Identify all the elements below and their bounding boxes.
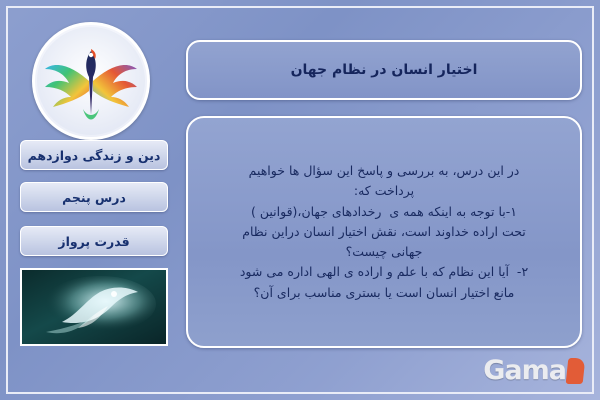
sidebar-item-label: درس پنجم — [62, 189, 126, 205]
slide-body-box — [186, 116, 582, 348]
phoenix-bird-logo — [32, 22, 150, 140]
body-line: در این درس، به بررسی و پاسخ این سؤال ها خواهیم — [248, 163, 520, 179]
sidebar-item-course[interactable] — [20, 140, 168, 170]
sidebar-item-topic[interactable] — [20, 226, 168, 256]
body-line: تحت اراده خداوند است، نقش اختیار انسان دراین نظام — [242, 223, 526, 239]
sidebar-item-label: قدرت پرواز — [58, 233, 130, 249]
watermark-accent-icon — [566, 358, 586, 384]
body-line: ۲- آیا این نظام که با علم و اراده ی الهی اداره می شود — [239, 264, 529, 280]
body-line: پرداخت که: — [353, 183, 415, 199]
sidebar-item-lesson[interactable] — [20, 182, 168, 212]
body-line: مانع اختیار انسان است یا بستری مناسب برای آن؟ — [253, 284, 515, 300]
slide-title-box — [186, 40, 582, 100]
sidebar — [14, 14, 174, 382]
page-title: اختیار انسان در نظام جهان — [290, 62, 478, 78]
watermark — [483, 355, 584, 386]
flying-figure-thumbnail[interactable] — [20, 268, 168, 346]
watermark-text: Gama — [483, 355, 566, 386]
body-line: جهانی چیست؟ — [345, 244, 423, 260]
body-line: ۱-با توجه به اینکه همه ی رخدادهای جهان،(قوانین ) — [251, 203, 517, 219]
sidebar-item-label: دین و زندگی دوازدهم — [27, 147, 161, 163]
